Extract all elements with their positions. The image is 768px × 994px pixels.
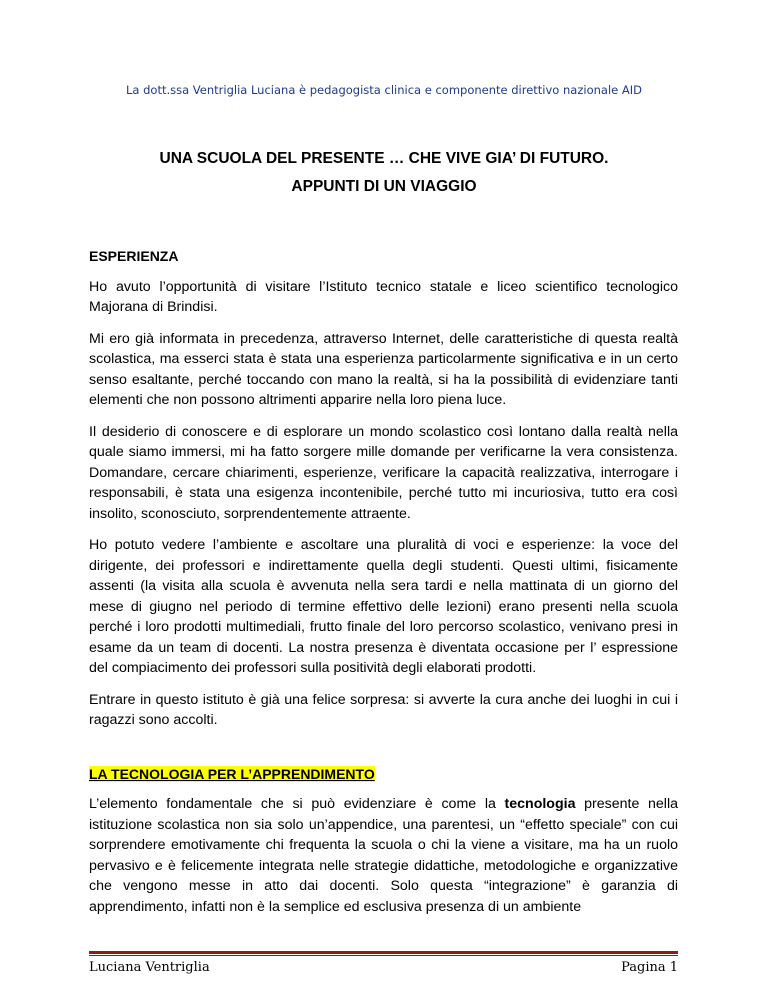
bold-term: tecnologia bbox=[504, 796, 576, 812]
section-heading-tecnologia-wrapper bbox=[89, 764, 678, 785]
document-body bbox=[89, 246, 678, 928]
paragraph: Il desiderio di conoscere e di esplorare un mondo scolastico così lontano dalla realtà nella quale siamo immersi, mi ha fatto sorgere mille domande per verificarne la vera consistenza. Domandare, cercare chiarimenti, esperienze, verificare la capacità realizzativa, interrogare i responsabili, è stata una esigenza incontenibile, perché tutto mi incuriosiva, tutto era così insolito, sconosciuto, sorprendentemente attraente. bbox=[89, 423, 678, 522]
footer-page-number: Pagina 1 bbox=[621, 960, 678, 975]
document-subtitle: APPUNTI DI UN VIAGGIO bbox=[291, 178, 477, 195]
paragraph bbox=[89, 794, 678, 917]
paragraph: Entrare in questo istituto è già una felice sorpresa: si avverte la cura anche dei luoghi in cui i ragazzi sono accolti. bbox=[89, 691, 678, 728]
document-title: UNA SCUOLA DEL PRESENTE … CHE VIVE GIA’ DI FUTURO. bbox=[159, 150, 609, 167]
paragraph-text: L’elemento fondamentale che si può evidenziare è come la bbox=[89, 796, 505, 812]
paragraph: Mi ero già informata in precedenza, attraverso Internet, delle caratteristiche di questa realtà scolastica, ma esserci stata è stata una esperienza particolarmente significativa e in un certo senso esaltante, perché toccando con mano la realtà, si ha la possibilità di evidenziare tanti elementi che non possono altrimenti apparire nella loro piena luce. bbox=[89, 330, 678, 408]
section-heading-tecnologia: LA TECNOLOGIA PER L’APPRENDIMENTO bbox=[89, 765, 375, 782]
footer-divider bbox=[89, 951, 678, 954]
footer-author: Luciana Ventriglia bbox=[89, 960, 210, 975]
paragraph: Ho potuto vedere l’ambiente e ascoltare una pluralità di voci e esperienze: la voce del dirigente, dei professori e indirettamente quella degli studenti. Questi ultimi, fisicamente assenti (la visita alla scuola è avvenuta nella sera tardi e nella mattinata di un giorno del mese di giugno nel periodo di termine effettivo delle lezioni) erano presenti nella scuola perché i loro prodotti multimediali, frutto finale del loro percorso scolastico, venivano presi in esame da un team di docenti. La nostra presenza è diventata occasione per l’ espressione del compiacimento dei professori sulla positività degli elaborati prodotti. bbox=[89, 537, 678, 676]
paragraph: Ho avuto l’opportunità di visitare l’Istituto tecnico statale e liceo scientifico tecnologico Majorana di Brindisi. bbox=[89, 278, 678, 315]
header-note: La dott.ssa Ventriglia Luciana è pedagogista clinica e componente direttivo nazionale AID bbox=[126, 83, 642, 97]
paragraph-text: presente nella istituzione scolastica non sia solo un’appendice, una parentesi, un “effetto speciale” con cui sorprendere emotivamente chi frequenta la scuola o chi la viene a visitare, ma ha un ruolo pervasivo e è felicemente integrata nelle strategie didattiche, metodologiche e organizzative che vengono messe in atto dai docenti. Solo questa “integrazione” è garanzia di apprendimento, infatti non è la semplice ed esclusiva presenza di un ambiente bbox=[89, 796, 678, 915]
section-heading-esperienza: ESPERIENZA bbox=[89, 248, 179, 264]
